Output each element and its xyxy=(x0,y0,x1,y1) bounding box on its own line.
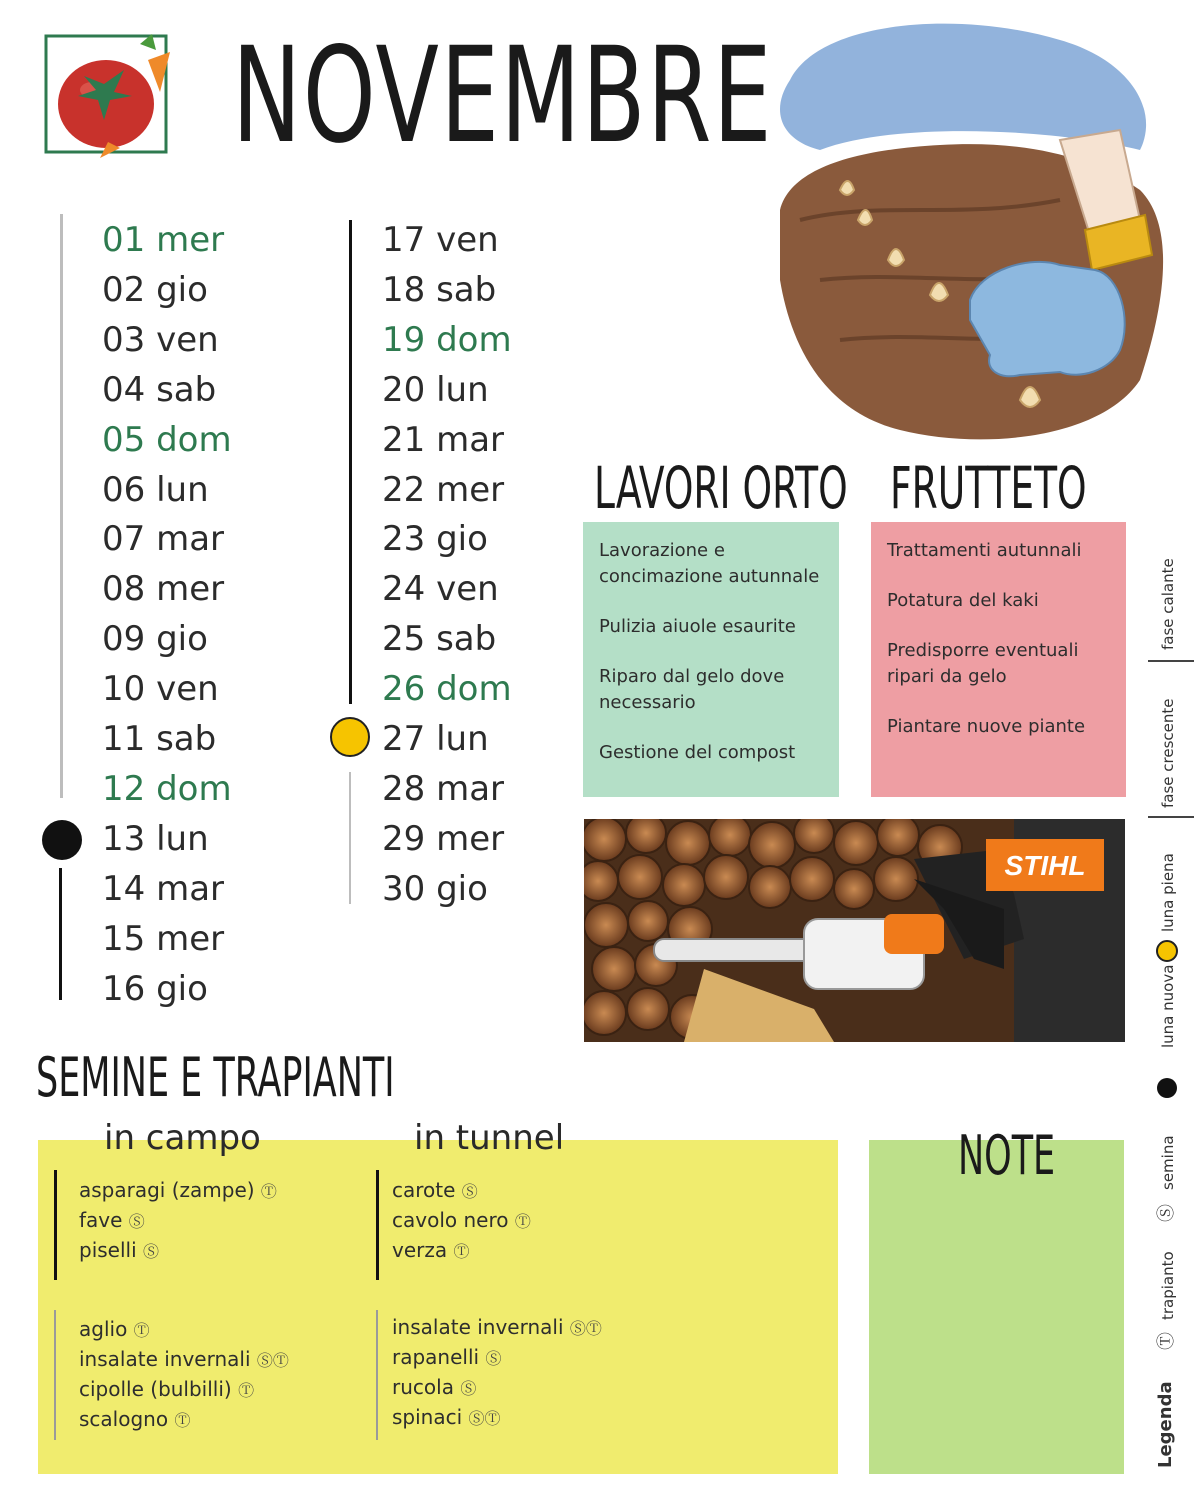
calendar-day: 09 gio xyxy=(102,619,208,660)
orto-item: Riparo dal gelo dove necessario xyxy=(599,666,785,713)
calendar-day: 07 mar xyxy=(102,519,225,560)
frutteto-title: FRUTTETO xyxy=(890,454,1087,522)
in-tunnel-label: in tunnel xyxy=(414,1118,565,1158)
plant-item xyxy=(392,1403,602,1433)
calendar-day: 22 mer xyxy=(382,469,505,510)
legend xyxy=(1140,540,1194,1480)
calendar-day: 01 mer xyxy=(102,220,225,260)
calendar-day: 17 ven xyxy=(382,220,499,260)
plant-name: insalate invernali xyxy=(79,1347,251,1371)
frutteto-box xyxy=(871,522,1126,797)
legend-luna-piena: luna piena xyxy=(1159,853,1177,932)
plant-name: insalate invernali xyxy=(392,1315,564,1339)
legend-trapianto-icon: Ⓣ xyxy=(1156,1332,1177,1350)
legend-semina: semina xyxy=(1159,1135,1177,1190)
plant-item xyxy=(392,1206,531,1236)
calendar-col1-line-bottom xyxy=(59,868,62,1000)
plant-symbol-icon: Ⓣ xyxy=(514,1212,531,1231)
plant-item xyxy=(79,1315,289,1345)
calendar-col2-line-bottom xyxy=(349,772,351,904)
legend-fase-calante: fase calante xyxy=(1159,558,1177,650)
logo xyxy=(44,30,172,160)
calendar-day: 15 mer xyxy=(102,918,225,959)
tomato-logo-icon xyxy=(44,30,172,160)
plant-name: aglio xyxy=(79,1317,128,1341)
calendar-day: 12 dom xyxy=(102,768,232,809)
calendar-day: 27 lun xyxy=(382,719,489,759)
in-campo-label: in campo xyxy=(104,1118,261,1158)
tunnel-calante-list xyxy=(392,1176,531,1266)
lavori-orto-box xyxy=(583,522,839,797)
legend-fase-crescente: fase crescente xyxy=(1159,698,1177,808)
note-box[interactable] xyxy=(869,1140,1124,1474)
new-moon-marker-icon xyxy=(42,820,82,860)
legend-separator xyxy=(1148,660,1194,662)
plant-symbol-icon: Ⓢ xyxy=(461,1182,478,1201)
plant-name: scalogno xyxy=(79,1407,169,1431)
semine-box xyxy=(38,1118,838,1474)
calendar-day: 03 ven xyxy=(102,319,219,360)
note-title: NOTE xyxy=(958,1124,1056,1187)
plant-name: rapanelli xyxy=(392,1345,480,1369)
legend-full-moon-icon xyxy=(1156,940,1178,962)
plant-item xyxy=(392,1343,602,1373)
orto-item: Gestione del compost xyxy=(599,742,796,763)
campo-crescente-list xyxy=(79,1315,289,1435)
calendar-col1-line-top xyxy=(60,214,63,798)
calendar-day: 02 gio xyxy=(102,269,208,310)
lavori-orto-title: LAVORI ORTO xyxy=(594,454,848,522)
plant-symbol-icon: Ⓣ xyxy=(133,1321,150,1340)
semine-title: SEMINE E TRAPIANTI xyxy=(36,1046,395,1109)
plant-symbol-icon: Ⓣ xyxy=(238,1381,255,1400)
calendar-day: 19 dom xyxy=(382,319,512,360)
plant-item xyxy=(392,1373,602,1403)
tunnel-calante-line xyxy=(376,1170,379,1280)
plant-symbol-icon: Ⓣ xyxy=(174,1411,191,1430)
frutteto-item: Piantare nuove piante xyxy=(887,716,1086,737)
calendar-day: 04 sab xyxy=(102,369,217,410)
legend-trapianto: trapianto xyxy=(1159,1251,1177,1320)
calendar-day: 28 mar xyxy=(382,768,505,809)
calendar-day: 20 lun xyxy=(382,369,489,410)
plant-name: piselli xyxy=(79,1238,137,1262)
calendar-day: 05 dom xyxy=(102,419,232,460)
plant-name: verza xyxy=(392,1238,448,1262)
plant-name: spinaci xyxy=(392,1405,463,1429)
plant-name: rucola xyxy=(392,1375,454,1399)
stihl-ad-photo[interactable] xyxy=(584,819,1125,1042)
calendar-day: 29 mer xyxy=(382,818,505,859)
plant-symbol-icon: Ⓢ xyxy=(485,1349,502,1368)
calendar-day: 11 sab xyxy=(102,719,217,759)
plant-symbol-icon: Ⓢ xyxy=(143,1242,160,1261)
calendar-day: 23 gio xyxy=(382,519,488,560)
campo-crescente-line xyxy=(54,1310,56,1440)
calendar-day: 24 ven xyxy=(382,569,499,610)
plant-symbol-icon: ⓈⓉ xyxy=(468,1409,501,1428)
orto-item: Lavorazione e concimazione autunnale xyxy=(599,540,820,587)
legend-title: Legenda xyxy=(1155,1381,1176,1468)
plant-symbol-icon: Ⓢ xyxy=(128,1212,145,1231)
full-moon-marker-icon xyxy=(330,717,370,757)
calendar-col2-line-top xyxy=(349,220,352,704)
plant-item xyxy=(392,1313,602,1343)
plant-symbol-icon: ⓈⓉ xyxy=(256,1351,289,1370)
plant-name: cipolle (bulbilli) xyxy=(79,1377,232,1401)
plant-item xyxy=(392,1176,531,1206)
plant-symbol-icon: Ⓢ xyxy=(460,1379,477,1398)
plant-name: fave xyxy=(79,1208,123,1232)
frutteto-item: Predisporre eventuali ripari da gelo xyxy=(887,640,1079,687)
plant-name: carote xyxy=(392,1178,456,1202)
calendar-day: 21 mar xyxy=(382,419,505,460)
plant-item xyxy=(79,1206,277,1236)
campo-calante-list xyxy=(79,1176,277,1266)
frutteto-item: Potatura del kaki xyxy=(887,590,1039,611)
campo-calante-line xyxy=(54,1170,57,1280)
plant-item xyxy=(392,1236,531,1266)
plant-symbol-icon: ⓈⓉ xyxy=(569,1319,602,1338)
plant-item xyxy=(79,1236,277,1266)
tunnel-crescente-list xyxy=(392,1313,602,1433)
calendar-day: 06 lun xyxy=(102,469,209,510)
legend-new-moon-icon xyxy=(1157,1078,1177,1098)
plant-item xyxy=(79,1345,289,1375)
calendar-day: 13 lun xyxy=(102,818,209,859)
plant-symbol-icon: Ⓣ xyxy=(453,1242,470,1261)
calendar-day: 14 mar xyxy=(102,868,225,909)
plant-name: asparagi (zampe) xyxy=(79,1178,255,1202)
calendar-day: 30 gio xyxy=(382,868,488,909)
legend-semina-icon: Ⓢ xyxy=(1156,1204,1177,1222)
calendar-day: 16 gio xyxy=(102,968,208,1009)
stihl-brand-text: STIHL xyxy=(1004,850,1086,881)
month-title: NOVEMBRE xyxy=(232,19,774,173)
planting-bulbs-illustration xyxy=(760,20,1180,450)
plant-item xyxy=(79,1176,277,1206)
plant-item xyxy=(79,1375,289,1405)
legend-separator xyxy=(1148,816,1194,818)
calendar-day: 26 dom xyxy=(382,669,512,710)
calendar-day: 25 sab xyxy=(382,619,497,660)
calendar-day: 18 sab xyxy=(382,269,497,310)
frutteto-item: Trattamenti autunnali xyxy=(887,540,1082,561)
plant-item xyxy=(79,1405,289,1435)
orto-item: Pulizia aiuole esaurite xyxy=(599,616,796,637)
calendar-day: 08 mer xyxy=(102,569,225,610)
calendar-day: 10 ven xyxy=(102,669,219,710)
legend-luna-nuova: luna nuova xyxy=(1159,964,1177,1048)
plant-symbol-icon: Ⓣ xyxy=(260,1182,277,1201)
plant-name: cavolo nero xyxy=(392,1208,509,1232)
tunnel-crescente-line xyxy=(376,1310,378,1440)
